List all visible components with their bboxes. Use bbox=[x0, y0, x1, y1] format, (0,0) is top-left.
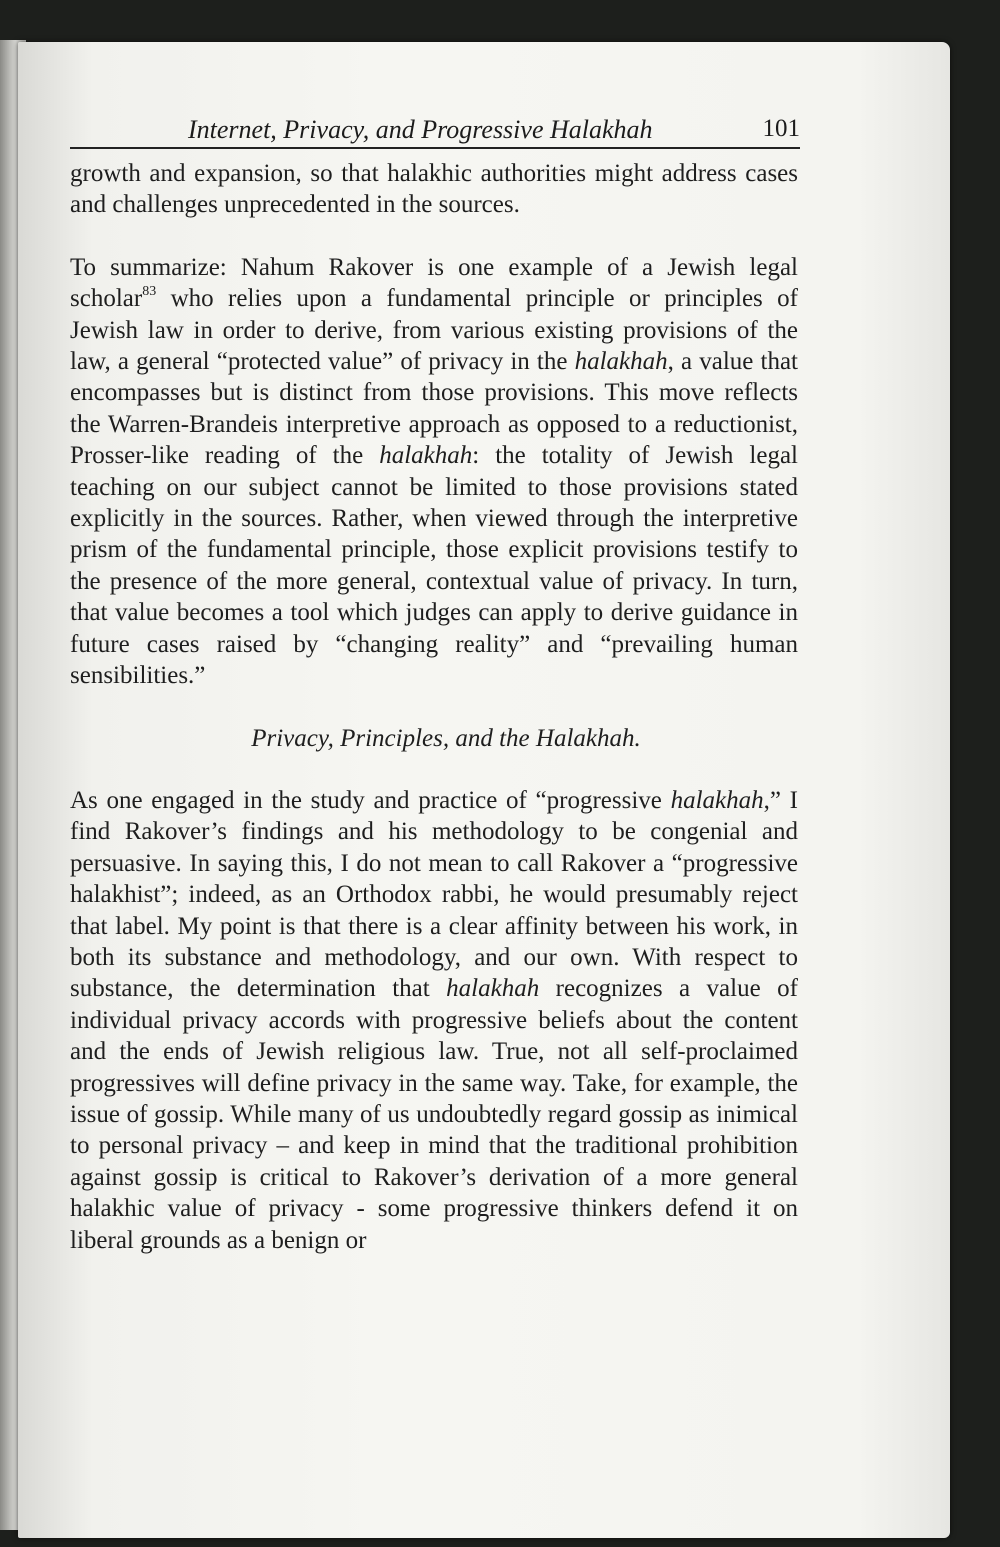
paragraph-2-emphasis-1: halakhah bbox=[574, 348, 668, 376]
running-head bbox=[70, 115, 800, 149]
paragraph-3-text-a: As one engaged in the study and practice of “progressive bbox=[70, 786, 671, 814]
body-text bbox=[70, 158, 798, 1256]
paragraph-3 bbox=[70, 785, 798, 1256]
paragraph-3-text-c: recognizes a value of individual privacy accords with progressive beliefs about the content and the ends of Jewish religious law. True, not all self-proclaimed progressives will define privacy in the same way. Take, for example, the issue of gossip. While many of us undoubtedly regard gossip as inimical to personal privacy – and keep in mind that the traditional prohibition against gossip is critical to Rakover’s derivation of a more general halakhic value of privacy - some progressive thinkers defend it on liberal grounds as a benign or bbox=[70, 975, 798, 1254]
running-title: Internet, Privacy, and Progressive Halakhah bbox=[188, 115, 653, 144]
paragraph-3-text-b: ,” I find Rakover’s findings and his methodology to be congenial and persuasive. In saying this, I do not mean to call Rakover a “progressive halakhist”; indeed, as an Orthodox rabbi, he would presumably reject that label. My point is that there is a clear affinity between his work, in both its substance and methodology, and our own. With respect to substance, the determination that bbox=[70, 786, 799, 1003]
paragraph-2-text-c: , a value that encompasses but is distinct from those provisions. This move reflects the Warren-Brandeis interpretive approach as opposed to a reductionist, Prosser-like reading of the bbox=[70, 348, 798, 470]
paragraph-2-text-a: To summarize: Nahum Rakover is one example of a Jewish legal scholar bbox=[70, 253, 798, 313]
paragraph-3-emphasis-1: halakhah bbox=[670, 786, 764, 814]
section-heading: Privacy, Principles, and the Halakhah. bbox=[251, 724, 641, 752]
paragraph-2-text-d: : the totality of Jewish legal teaching on our subject cannot be limited to those provisions stated explicitly in the sources. Rather, when viewed through the interpretive prism of the fundamental principle, those explicit provisions testify to the presence of the more general, contextual value of privacy. In turn, that value becomes a tool which judges can apply to derive guidance in future cases raised by “changing reality” and “prevailing human sensibilities.” bbox=[70, 442, 798, 690]
paragraph-2-emphasis-2: halakhah bbox=[379, 442, 473, 470]
paragraph-2-text-b: who relies upon a fundamental principle or principles of Jewish law in order to derive, from various existing provisions of the law, a general “protected value” of privacy in the bbox=[70, 285, 798, 376]
page-number: 101 bbox=[762, 115, 800, 142]
footnote-marker: 83 bbox=[142, 283, 157, 299]
paragraph-2 bbox=[70, 252, 798, 692]
paragraph-1: growth and expansion, so that halakhic authorities might address cases and challenges unprecedented in the sources. bbox=[70, 160, 798, 219]
paragraph-3-emphasis-2: halakhah bbox=[446, 975, 540, 1003]
